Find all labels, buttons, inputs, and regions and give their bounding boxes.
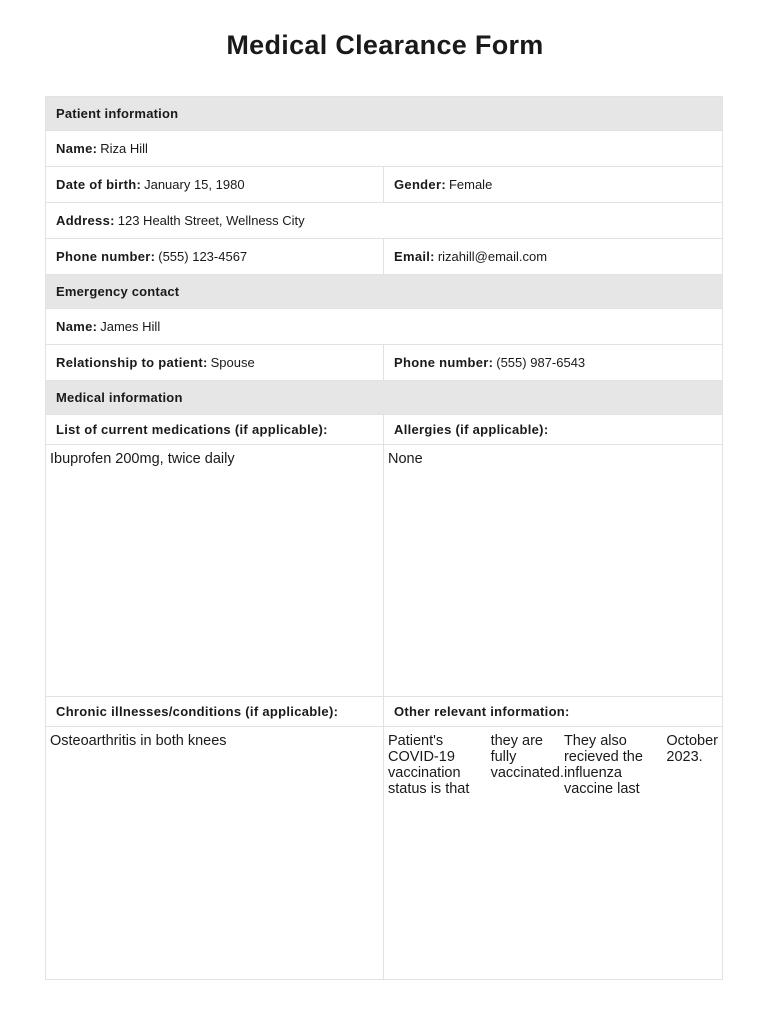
chronic-other-header-row [46, 697, 722, 727]
patient-gender-field[interactable] [384, 167, 722, 202]
medications-label: List of current medications (if applicable): [46, 415, 384, 444]
other-info-textarea[interactable] [384, 727, 722, 979]
section-header-emergency [46, 275, 722, 309]
section-header-medical [46, 381, 722, 415]
emergency-name-row [46, 309, 722, 345]
field-label: Relationship to patient: [56, 355, 208, 370]
emergency-phone-value: (555) 987-6543 [496, 355, 586, 370]
field-label: Name: [56, 319, 98, 334]
emergency-relationship-field[interactable] [46, 345, 384, 380]
patient-gender-value: Female [448, 177, 493, 192]
emergency-relationship-value: Spouse [210, 355, 255, 370]
other-info-label: Other relevant information: [394, 704, 570, 719]
field-label: Address: [56, 213, 115, 228]
medications-allergies-header-row [46, 415, 722, 445]
patient-dob-gender-row [46, 167, 722, 203]
patient-name-row [46, 131, 722, 167]
page-title: Medical Clearance Form [226, 30, 544, 60]
patient-dob-field[interactable] [46, 167, 384, 202]
patient-contact-row [46, 239, 722, 275]
other-info-line: October 2023. [666, 733, 718, 765]
emergency-phone-field[interactable] [384, 345, 722, 380]
patient-email-field[interactable] [384, 239, 722, 274]
medications-textarea[interactable]: Ibuprofen 200mg, twice daily [46, 445, 384, 696]
allergies-label: Allergies (if applicable): [394, 422, 549, 437]
medications-allergies-row [46, 445, 722, 697]
section-title: Medical information [56, 390, 183, 405]
field-label: Phone number: [394, 355, 494, 370]
field-label: Date of birth: [56, 177, 142, 192]
emergency-relationship-row [46, 345, 722, 381]
patient-dob-value: January 15, 1980 [144, 177, 245, 192]
patient-name-field[interactable] [46, 131, 722, 166]
patient-email-value: rizahill@email.com [437, 249, 548, 264]
section-header-patient [46, 97, 722, 131]
emergency-name-value: James Hill [100, 319, 161, 334]
other-info-line: they are fully vaccinated. [490, 733, 564, 781]
emergency-name-field[interactable] [46, 309, 722, 344]
patient-address-field[interactable] [46, 203, 722, 238]
field-label: Email: [394, 249, 435, 264]
other-info-line: Patient's COVID-19 vaccination status is that [388, 733, 470, 797]
field-label: Name: [56, 141, 98, 156]
patient-phone-value: (555) 123-4567 [158, 249, 248, 264]
patient-address-value: 123 Health Street, Wellness City [117, 213, 305, 228]
allergies-textarea[interactable]: None [388, 451, 423, 467]
other-info-line: They also recieved the influenza vaccine last [563, 733, 643, 797]
patient-phone-field[interactable] [46, 239, 384, 274]
field-label: Phone number: [56, 249, 156, 264]
chronic-other-row [46, 727, 722, 979]
clearance-form-table [45, 96, 723, 980]
chronic-textarea[interactable]: Osteoarthritis in both knees [46, 727, 384, 979]
field-label: Gender: [394, 177, 446, 192]
section-title: Patient information [56, 106, 179, 121]
patient-address-row [46, 203, 722, 239]
section-title: Emergency contact [56, 284, 180, 299]
chronic-label: Chronic illnesses/conditions (if applicable): [46, 697, 384, 726]
patient-name-value: Riza Hill [100, 141, 148, 156]
